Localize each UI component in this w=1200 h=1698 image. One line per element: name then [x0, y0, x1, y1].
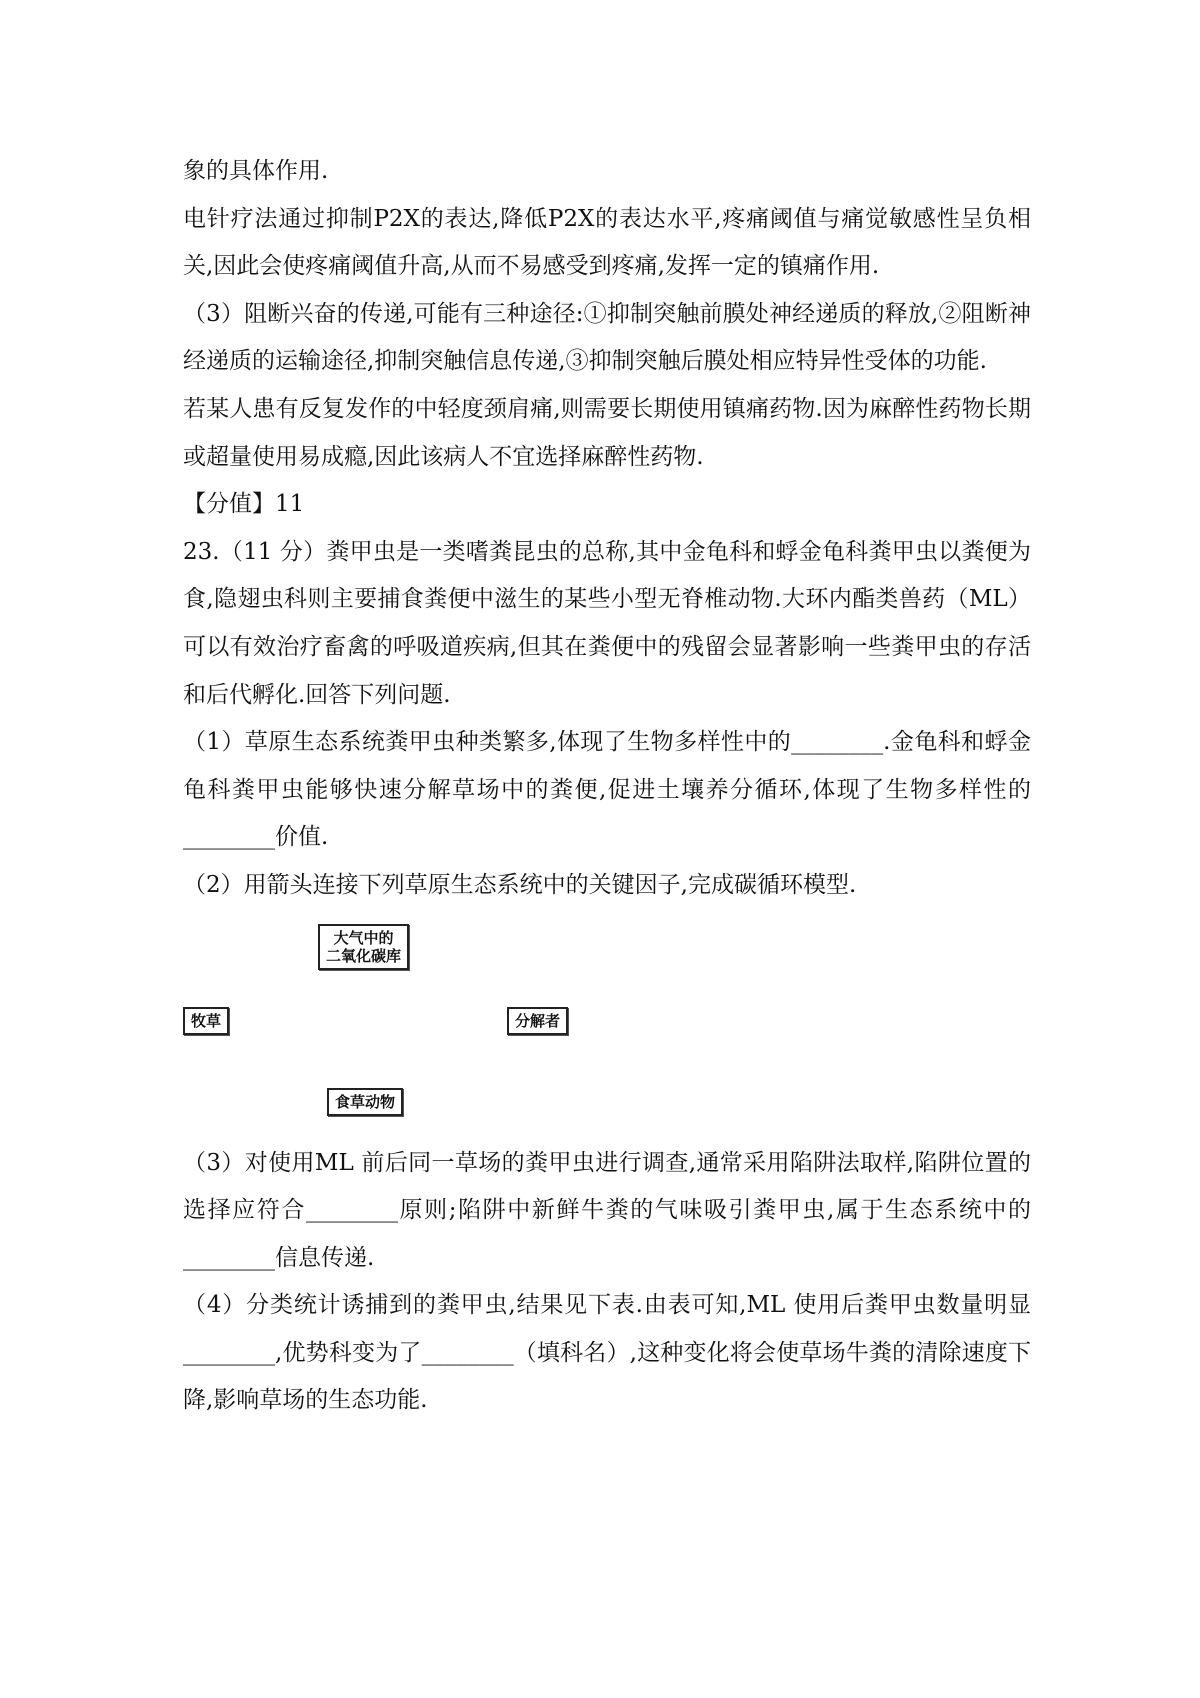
question-23-part-4: （4）分类统计诱捕到的粪甲虫,结果见下表.由表可知,ML 使用后粪甲虫数量明显________,优势科变为了________（填科名）,这种变化将会使草场牛粪的清除速度下降,影响草场的生态功能.: [183, 1292, 1031, 1414]
document-content: [183, 148, 1031, 1425]
grass-box: 牧草: [183, 1007, 229, 1035]
question-23-stem: 23.（11 分）粪甲虫是一类嗜粪昆虫的总称,其中金龟科和蜉金龟科粪甲虫以粪便为食,隐翅虫科则主要捕食粪便中滋生的某些小型无脊椎动物.大环内酯类兽药（ML）可以有效治疗畜禽的呼吸道疾病,但其在粪便中的残留会显著影响一些粪甲虫的存活和后代孵化.回答下列问题.: [183, 538, 1031, 708]
paragraph-neck-pain: 若某人患有反复发作的中轻度颈肩痛,则需要长期使用镇痛药物.因为麻醉性药物长期或超量使用易成瘾,因此该病人不宜选择麻醉性药物.: [183, 395, 1031, 470]
decomposer-box: 分解者: [507, 1007, 568, 1035]
question-23-part-2: （2）用箭头连接下列草原生态系统中的关键因子,完成碳循环模型.: [183, 871, 857, 898]
herbivore-box: 食草动物: [327, 1088, 403, 1116]
score-line: 【分值】11: [183, 491, 305, 518]
paragraph-answer-3: （3）阻断兴奋的传递,可能有三种途径:①抑制突触前膜处神经递质的释放,②阻断神经递质的运输途径,抑制突触信息传递,③抑制突触后膜处相应特异性受体的功能.: [183, 300, 1031, 375]
paragraph-acupuncture: 电针疗法通过抑制P2X的表达,降低P2X的表达水平,疼痛阈值与痛觉敏感性呈负相关,因此会使疼痛阈值升高,从而不易感受到疼痛,发挥一定的镇痛作用.: [183, 205, 1031, 280]
atmosphere-co2-box: [318, 924, 409, 970]
atmosphere-label-line1: 大气中的: [333, 928, 394, 947]
question-23-part-1: （1）草原生态系统粪甲虫种类繁多,体现了生物多样性中的________.金龟科和蜉金龟科粪甲虫能够快速分解草场中的粪便,促进土壤养分循环,体现了生物多样性的________价值.: [183, 729, 1031, 851]
atmosphere-label-line2: 二氧化碳库: [326, 946, 402, 965]
paragraph-continuation: 象的具体作用.: [183, 158, 329, 184]
question-23-part-3: （3）对使用ML 前后同一草场的粪甲虫进行调查,通常采用陷阱法取样,陷阱位置的选择应符合________原则;陷阱中新鲜牛粪的气味吸引粪甲虫,属于生态系统中的________信息传递.: [183, 1149, 1031, 1271]
carbon-cycle-diagram: [183, 910, 1031, 1140]
